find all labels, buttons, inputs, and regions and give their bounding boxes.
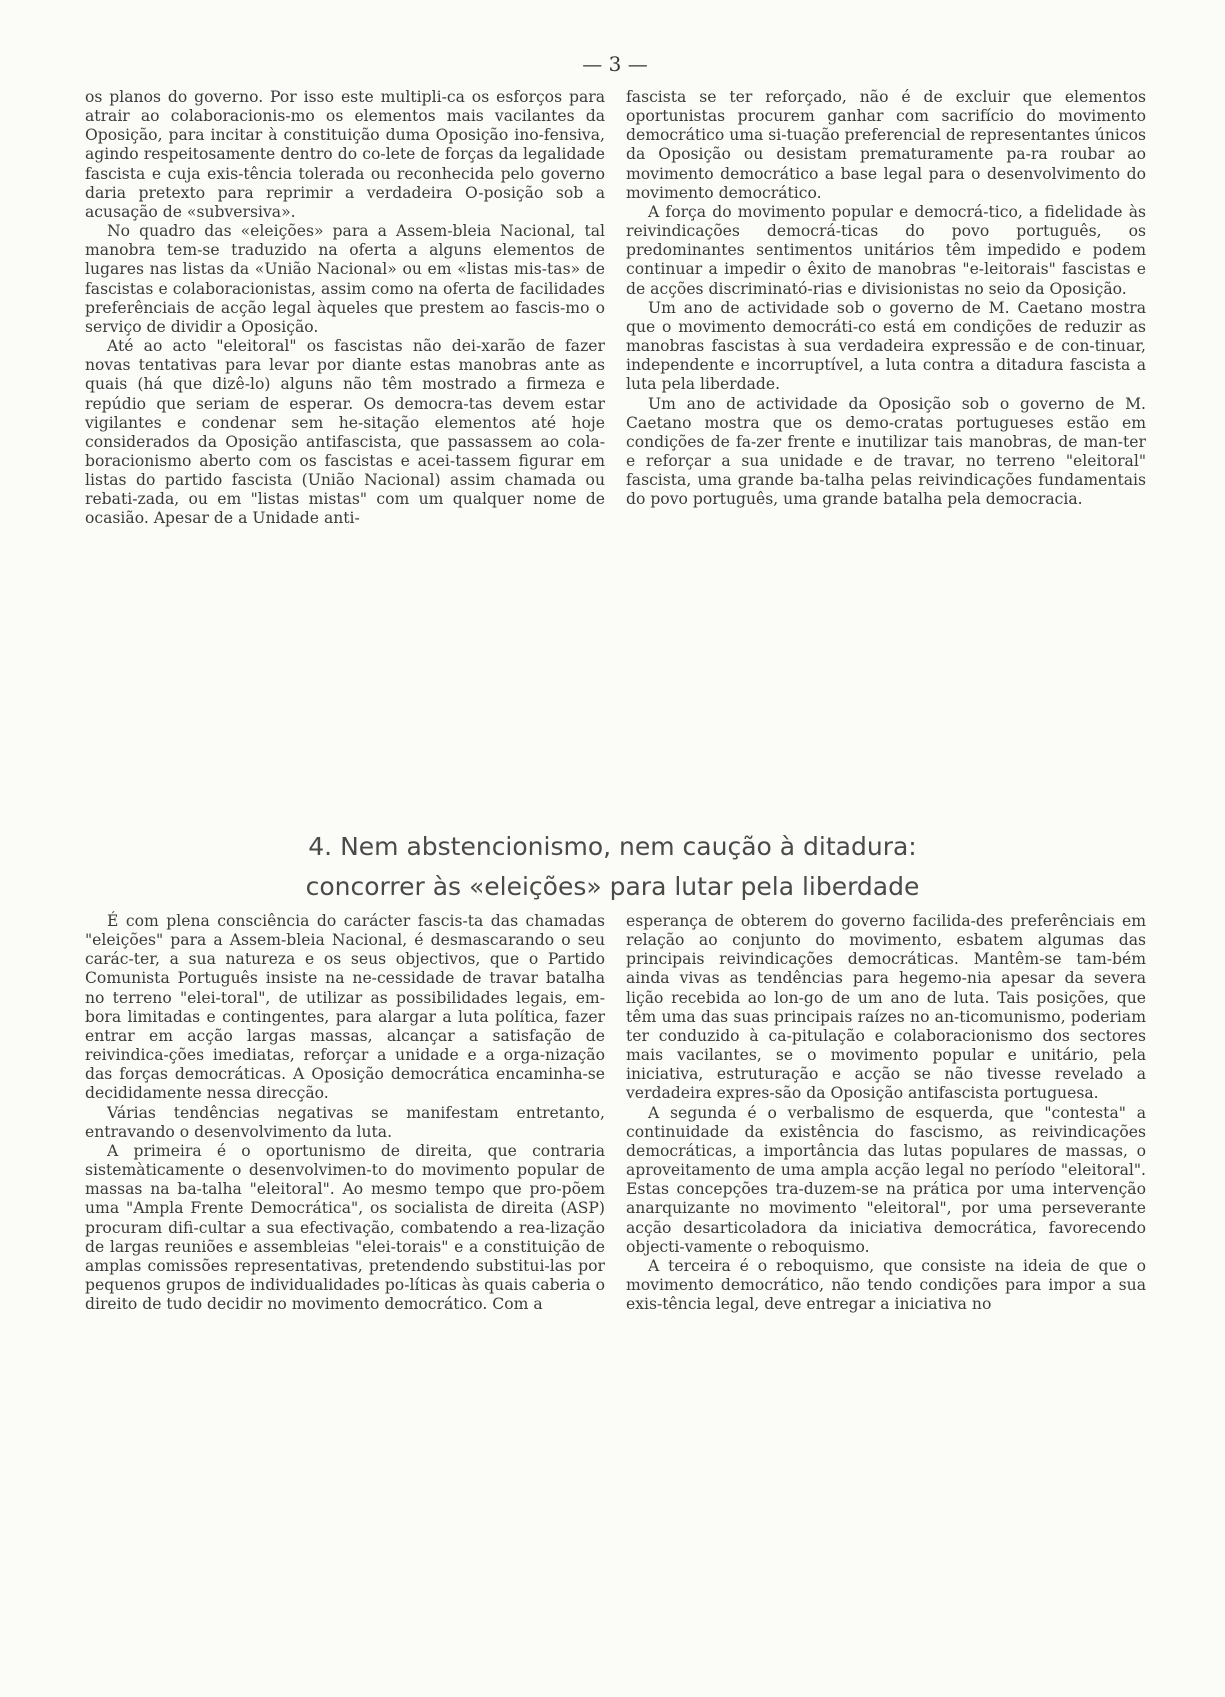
column-bottom-left — [85, 912, 605, 1314]
paragraph: A primeira é o oportunismo de direita, que contraria sistemàticamente o desenvolvimen-to do movimento popular de massas na ba-talha "eleitoral". Ao mesmo tempo que pro-põem uma "Ampla Frente Democrática", os socialista de direita (ASP) procuram difi-cultar a sua efectivação, combatendo a rea-lização de largas reuniões e assembleias "elei-torais" e a constituição de amplas comissões representativas, pretendendo substitui-las por pequenos grupos de individualidades po-líticas às quais caberia o direito de tudo decidir no movimento democrático. Com a — [85, 1141, 605, 1314]
paragraph: Várias tendências negativas se manifestam entretanto, entravando o desenvolvimento da luta. — [85, 1103, 605, 1141]
column-bottom-right — [626, 912, 1146, 1314]
paragraph: A força do movimento popular e democrá-tico, a fidelidade às reivindicações democrá-ticas do povo português, os predominantes sentimentos unitários têm impedido e podem continuar a impedir o êxito de manobras "e-leitorais" fascistas e de acções discriminató-rias e divisionistas no seio da Oposição. — [626, 202, 1146, 298]
section-heading-line-2: concorrer às «eleições» para lutar pela liberdade — [305, 872, 920, 901]
paragraph: fascista se ter reforçado, não é de excluir que elementos oportunistas procurem ganhar com sacrifício do movimento democrático uma si-tuação preferencial de representantes únicos da Oposição ou desistam prematuramente pa-ra roubar ao movimento democrático a base legal para o desenvolvimento do movimento democrático. — [626, 88, 1146, 202]
section-heading-line-1: 4. Nem abstencionismo, nem caução à ditadura: — [308, 832, 917, 861]
paragraph: Um ano de actividade da Oposição sob o governo de M. Caetano mostra que os demo-cratas portugueses estão em condições de fa-zer frente e inutilizar tais manobras, de man-ter e reforçar a sua unidade e de travar, no terreno "eleitoral" fascista, uma grande ba-talha pelas reivindicações fundamentais do povo português, uma grande batalha pela democracia. — [626, 394, 1146, 509]
paragraph: Um ano de actividade sob o governo de M. Caetano mostra que o movimento democráti-co está em condições de reduzir as manobras fascistas à sua verdadeira expressão e de con-tinuar, independente e incorruptível, a luta contra a ditadura fascista a luta pela liberdade. — [626, 298, 1146, 394]
paragraph: Até ao acto "eleitoral" os fascistas não dei-xarão de fazer novas tentativas para levar por diante estas manobras ante as quais (há que dizê-lo) alguns não têm mostrado a firmeza e repúdio que seriam de esperar. Os democra-tas devem estar vigilantes e condenar sem he-sitação elementos até hoje considerados da Oposição antifascista, que passassem ao cola-boracionismo aberto com os fascistas e acei-tassem figurar em listas do partido fascista (União Nacional) assim chamada ou rebati-zada, ou em "listas mistas" com um qualquer nome de ocasião. Apesar de a Unidade anti- — [85, 337, 605, 528]
paragraph: os planos do governo. Por isso este multipli-ca os esforços para atrair ao colaboracionis-mo os elementos mais vacilantes da Oposição, para incitar à constituição duma Oposição ino-fensiva, agindo respeitosamente dentro do co-lete de forças da legalidade fascista e cuja exis-tência tolerada ou reconhecida pelo governo daria pretexto para reprimir a verdadeira O-posição sob a acusação de «subversiva». — [85, 88, 605, 221]
column-top-right — [626, 88, 1146, 509]
page-number: — 3 — — [582, 52, 648, 76]
paragraph: esperança de obterem do governo facilida-des preferênciais em relação ao conjunto do movimento, esbatem algumas das principais reivindicações democráticas. Mantêm-se tam-bém ainda vivas as tendências para hegemo-nia apesar da severa lição recebida ao lon-go de um ano de luta. Tais posições, que têm uma das suas principais raízes no an-ticomunismo, poderiam ter conduzido à ca-pitulação e colaboracionismo dos sectores mais vacilantes, se o movimento popular e unitário, pela iniciativa, estruturação e acção se não tivesse revelado a verdadeira expres-são da Oposição antifascista portuguesa. — [626, 912, 1146, 1103]
paragraph: A terceira é o reboquismo, que consiste na ideia de que o movimento democrático, não tendo condições para impor a sua exis-tência legal, deve entregar a iniciativa no — [626, 1256, 1146, 1314]
paragraph: É com plena consciência do carácter fascis-ta das chamadas "eleições" para a Assem-bleia Nacional, é desmascarando o seu carác-ter, a sua natureza e os seus objectivos, que o Partido Comunista Português insiste na ne-cessidade de travar batalha no terreno "elei-toral", de utilizar as possibilidades legais, em-bora limitadas e contingentes, para alargar a luta política, fazer entrar em acção largas massas, alcançar a satisfação de reivindica-ções imediatas, reforçar a unidade e a orga-nização das forças democráticas. A Oposição democrática encaminha-se decididamente nessa direcção. — [85, 912, 605, 1103]
paragraph: No quadro das «eleições» para a Assem-bleia Nacional, tal manobra tem-se traduzido na oferta a alguns elementos de lugares nas listas da «União Nacional» ou em «listas mis-tas» de fascistas e colaboracionistas, assim como na oferta de facilidades preferênciais de acção legal àqueles que prestem ao fascis-mo o serviço de dividir a Oposição. — [85, 222, 605, 336]
column-top-left — [85, 88, 605, 529]
paragraph: A segunda é o verbalismo de esquerda, que "contesta" a continuidade da existência do fascismo, as reivindicações democráticas, a importância das lutas populares de massas, o aproveitamento de uma ampla acção legal no período "eleitoral". Estas concepções tra-duzem-se na prática por uma intervenção anarquizante no movimento "eleitoral", por uma perseverante acção desarticoladora da iniciativa democrática, favorecendo objecti-vamente o reboquismo. — [626, 1103, 1146, 1256]
